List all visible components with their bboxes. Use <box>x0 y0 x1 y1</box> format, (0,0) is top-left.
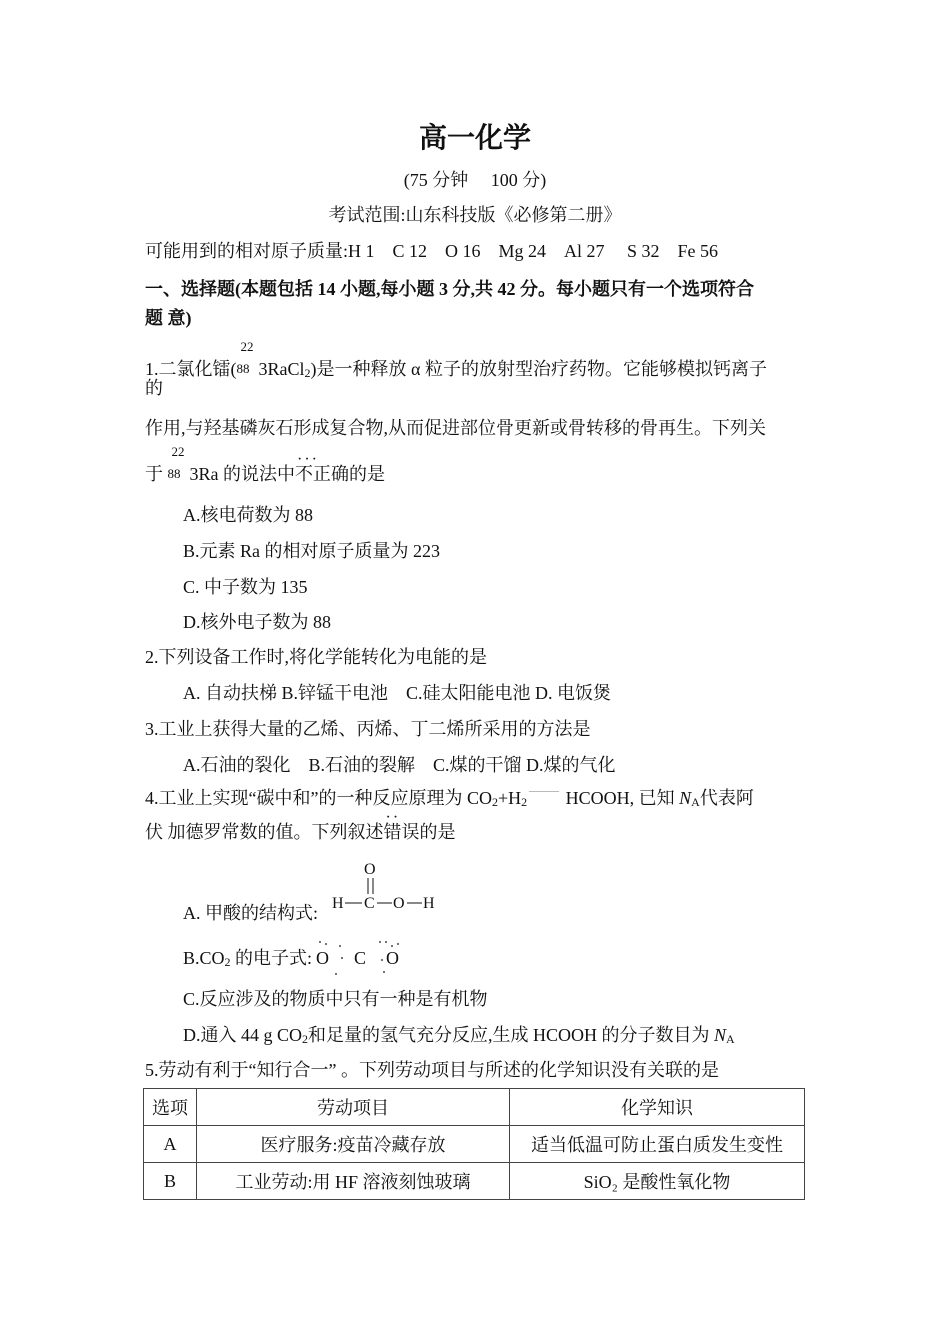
q4-stem-line2: 伏 加德罗常数的值。下列叙述· · 错误的是 <box>145 822 456 844</box>
q1-option-b: B.元素 Ra 的相对原子质量为 223 <box>183 541 440 561</box>
atomic-masses: 可能用到的相对原子质量:H 1 C 12 O 16 Mg 24 Al 27 S 32 Fe 56 <box>145 241 719 261</box>
struct-c: C <box>364 895 375 912</box>
table-cell: SiO₂ 是酸性氧化物 <box>510 1163 805 1200</box>
q1-stem-line2: 的 <box>145 378 163 398</box>
exam-time-score: (75 分钟 100 分) <box>403 170 547 190</box>
q5-table <box>143 1088 805 1200</box>
table-cell: 医疗服务:疫苗冷藏存放 <box>197 1126 510 1163</box>
formic-acid-structure <box>332 858 452 928</box>
struct-o-top: O <box>364 861 376 878</box>
q1-stem-line4: 于 22 88 3Ra 的说法中· · 不正确的是 <box>145 460 385 486</box>
svg-text:O: O <box>386 948 399 968</box>
struct-h-right: H <box>423 895 435 912</box>
isotope-notation: 22 88 <box>167 444 185 481</box>
q1-stem-line1: 1.二氯化镭( 22 88 3RaCl$_2$)是一种释放 α 粒子的放射型治疗药物。它能够模拟钙离子 <box>145 339 767 380</box>
co2-electron-formula <box>312 936 412 978</box>
q5-stem: 5.劳动有利于“知行合一” 。下列劳动项目与所述的化学知识没有关联的是 <box>145 1060 719 1080</box>
exam-scope: 考试范围:山东科技版《必修第二册》 <box>328 205 622 225</box>
table-header-cell: 劳动项目 <box>197 1089 510 1126</box>
q4-option-a: A. 甲酸的结构式: <box>183 903 318 923</box>
svg-text:O: O <box>316 948 329 968</box>
struct-h-left: H <box>332 895 344 912</box>
table-row <box>144 1163 805 1200</box>
q3-options: A.石油的裂化 B.石油的裂解 C.煤的干馏 D.煤的气化 <box>183 755 616 775</box>
table-cell: A <box>144 1126 197 1163</box>
table-header-row <box>144 1089 805 1126</box>
emphasis-dotted-text: · · 不正确 <box>295 464 349 486</box>
section-heading-line1: 一、选择题(本题包括 14 小题,每小题 3 分,共 42 分。每小题只有一个选项符合 <box>145 279 754 299</box>
struct-o-mid: O <box>393 895 405 912</box>
table-cell: 工业劳动:用 HF 溶液刻蚀玻璃 <box>197 1163 510 1200</box>
table-row <box>144 1126 805 1163</box>
q1-stem-line3: 作用,与羟基磷灰石形成复合物,从而促进部位骨更新或骨转移的骨再生。下列关 <box>145 418 766 438</box>
table-header-cell: 选项 <box>144 1089 197 1126</box>
q3-stem: 3.工业上获得大量的乙烯、丙烯、丁二烯所采用的方法是 <box>145 719 591 739</box>
svg-text:C: C <box>354 948 367 968</box>
q1-option-d: D.核外电子数为 88 <box>183 612 331 632</box>
table-cell: B <box>144 1163 197 1200</box>
table-cell: 适当低温可防止蛋白质发生变性 <box>510 1126 805 1163</box>
q1-option-c: C. 中子数为 135 <box>183 577 308 597</box>
q2-options: A. 自动扶梯 B.锌锰干电池 C.硅太阳能电池 D. 电饭煲 <box>183 683 612 703</box>
section-heading-line2: 题 意) <box>145 308 192 328</box>
emphasis-dotted-text: · · 错误 <box>384 822 420 844</box>
q4-option-c: C.反应涉及的物质中只有一种是有机物 <box>183 989 488 1009</box>
reaction-arrow <box>529 791 559 792</box>
table-header-cell: 化学知识 <box>510 1089 805 1126</box>
q2-stem: 2.下列设备工作时,将化学能转化为电能的是 <box>145 647 487 667</box>
q1-option-a: A.核电荷数为 88 <box>183 505 313 525</box>
q4-option-d: D.通入 44 g $CO_2$和足量的氢气充分反应,生成 HCOOH 的分子数目为 $N_A$ <box>183 1025 735 1046</box>
q4-stem-line1: 4.工业上实现“碳中和”的一种反应原理为 $CO_2+H_2$ HCOOH, 已知 $N_A$代表阿 <box>145 788 754 809</box>
isotope-notation: 22 88 <box>236 339 254 376</box>
page-title: 高一化学 <box>418 123 531 154</box>
q4-option-b: $B.CO_2$ 的电子式: <box>183 948 313 969</box>
